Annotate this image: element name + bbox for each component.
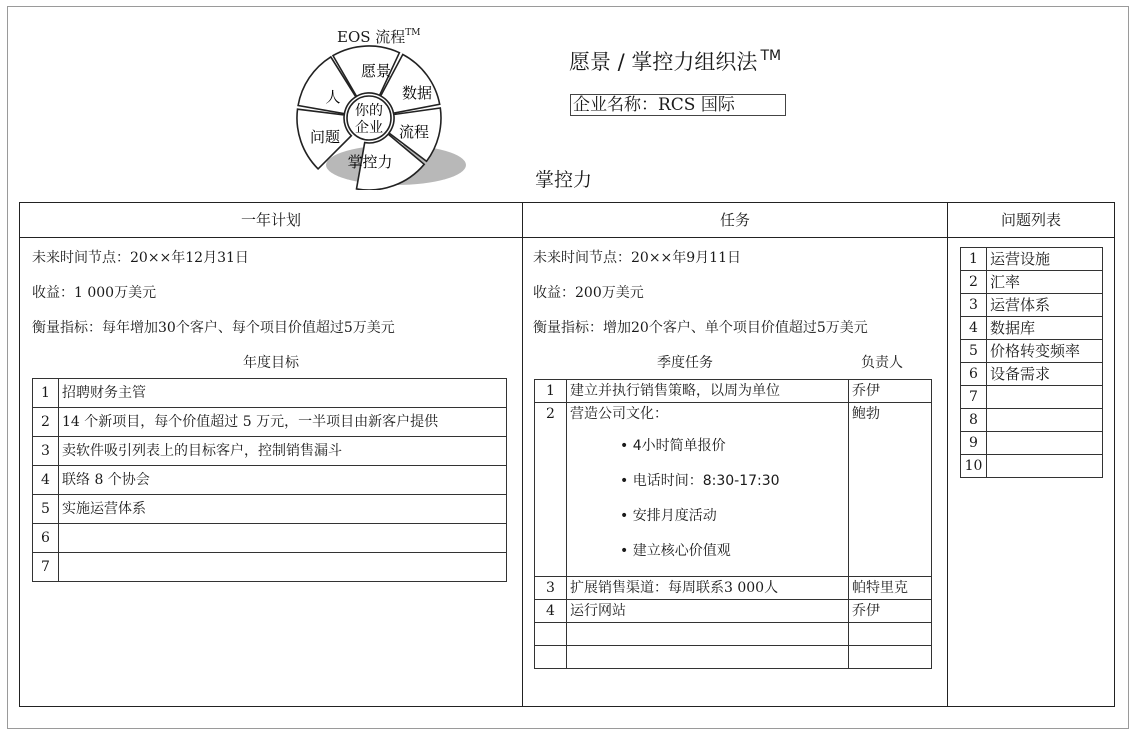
issue-number: 3 — [961, 294, 987, 317]
goal-number: 1 — [33, 379, 59, 408]
tasks-heading: 季度任务 — [657, 355, 713, 371]
issue-number: 6 — [961, 363, 987, 386]
issues-heading: 问题列表 — [1000, 211, 1061, 229]
task-bullet-list — [620, 429, 845, 569]
issue-row — [961, 455, 1103, 478]
issue-text: 设备需求 — [987, 363, 1103, 386]
one-year-plan-heading: 一年计划 — [240, 211, 301, 229]
issue-text — [987, 386, 1103, 409]
goal-row — [33, 437, 507, 466]
page-title — [569, 46, 781, 76]
logo-center-line1: 你的 — [355, 103, 383, 119]
task-owner: 帕特里克 — [849, 577, 932, 600]
task-bullet-item: • 安排月度活动 — [620, 499, 845, 534]
goal-row — [33, 408, 507, 437]
issue-number: 8 — [961, 409, 987, 432]
goal-number: 5 — [33, 495, 59, 524]
goal-row — [33, 379, 507, 408]
task-owner — [849, 623, 932, 646]
issue-number: 10 — [961, 455, 987, 478]
task-row — [535, 577, 932, 600]
issue-row — [961, 409, 1103, 432]
issue-number: 1 — [961, 248, 987, 271]
issue-row — [961, 386, 1103, 409]
rocks-heading: 任务 — [719, 211, 750, 229]
logo-segment-issues: 问题 — [309, 128, 341, 146]
issue-text: 运营设施 — [987, 248, 1103, 271]
goal-number: 2 — [33, 408, 59, 437]
task-text — [567, 623, 849, 646]
issue-number: 9 — [961, 432, 987, 455]
logo-segment-traction: 掌控力 — [347, 153, 393, 171]
issue-text: 汇率 — [987, 271, 1103, 294]
rocks-revenue: 收益：200万美元 — [533, 285, 644, 301]
issue-row — [961, 340, 1103, 363]
task-row — [535, 600, 932, 623]
issue-row — [961, 363, 1103, 386]
logo-segment-data: 数据 — [401, 84, 433, 102]
logo-segment-people: 人 — [325, 88, 341, 106]
one-year-measurables: 衡量指标：每年增加30个客户、每个项目价值超过5万美元 — [32, 320, 395, 336]
issue-text: 价格转变频率 — [987, 340, 1103, 363]
issue-row — [961, 317, 1103, 340]
issue-text — [987, 432, 1103, 455]
page-title-tm: TM — [760, 48, 782, 64]
goals-heading: 年度目标 — [243, 355, 299, 371]
rocks-measurables: 衡量指标：增加20个客户、单个项目价值超过5万美元 — [533, 320, 868, 336]
task-number — [535, 646, 567, 669]
task-bullet-item: • 建立核心价值观 — [620, 534, 845, 569]
owner-heading: 负责人 — [861, 355, 903, 371]
goal-text: 14 个新项目，每个价值超过 5 万元，一半项目由新客户提供 — [59, 408, 507, 437]
one-year-future-date: 未来时间节点：20××年12月31日 — [32, 250, 249, 266]
task-text: 营造公司文化： • 4小时简单报价 • 电话时间：8:30-17:30 • 安排月度活动 • 建立核心价值观 — [567, 403, 849, 577]
task-owner: 乔伊 — [849, 600, 932, 623]
logo-center-line2: 企业 — [355, 120, 383, 136]
logo-segment-process: 流程 — [398, 123, 430, 141]
task-row — [535, 646, 932, 669]
task-number: 1 — [535, 380, 567, 403]
column-divider-1 — [522, 203, 523, 706]
eos-logo-title-text: EOS 流程 — [337, 28, 406, 46]
company-name-box: 企业名称：RCS 国际 — [570, 94, 786, 116]
task-row — [535, 380, 932, 403]
column-divider-2 — [947, 203, 948, 706]
goal-text — [59, 524, 507, 553]
task-bullet-item: • 电话时间：8:30-17:30 — [620, 464, 845, 499]
issue-number: 7 — [961, 386, 987, 409]
issue-row — [961, 432, 1103, 455]
issue-text — [987, 455, 1103, 478]
goal-row — [33, 466, 507, 495]
goal-number: 3 — [33, 437, 59, 466]
issue-number: 2 — [961, 271, 987, 294]
task-bullet-item: • 4小时简单报价 — [620, 429, 845, 464]
one-year-revenue: 收益：1 000万美元 — [32, 285, 157, 301]
issue-number: 4 — [961, 317, 987, 340]
eos-process-wheel — [296, 20, 472, 190]
goal-row — [33, 524, 507, 553]
issue-number: 5 — [961, 340, 987, 363]
goal-number: 7 — [33, 553, 59, 582]
task-number: 4 — [535, 600, 567, 623]
header-divider — [20, 237, 1114, 238]
task-row — [535, 403, 932, 577]
goal-number: 6 — [33, 524, 59, 553]
logo-segment-vision: 愿景 — [360, 62, 392, 80]
task-text: 建立并执行销售策略，以周为单位 — [567, 380, 849, 403]
issues-table — [960, 247, 1103, 478]
issue-text — [987, 409, 1103, 432]
goal-text: 联络 8 个协会 — [59, 466, 507, 495]
eos-logo-tm: TM — [405, 28, 421, 38]
traction-frame — [19, 202, 1115, 707]
issue-row — [961, 294, 1103, 317]
page-title-text: 愿景 / 掌控力组织法 — [569, 50, 758, 74]
goal-text: 实施运营体系 — [59, 495, 507, 524]
goal-number: 4 — [33, 466, 59, 495]
goal-row — [33, 495, 507, 524]
task-text: 运行网站 — [567, 600, 849, 623]
task-row — [535, 623, 932, 646]
task-number: 3 — [535, 577, 567, 600]
task-number — [535, 623, 567, 646]
task-owner — [849, 646, 932, 669]
goal-text — [59, 553, 507, 582]
issue-text: 运营体系 — [987, 294, 1103, 317]
tasks-table — [534, 379, 932, 669]
task-owner: 鲍勃 — [849, 403, 932, 577]
task-text — [567, 646, 849, 669]
goals-table — [32, 378, 507, 582]
issue-text: 数据库 — [987, 317, 1103, 340]
goal-row — [33, 553, 507, 582]
rocks-future-date: 未来时间节点：20××年9月11日 — [533, 250, 741, 266]
task-owner: 乔伊 — [849, 380, 932, 403]
task-number: 2 — [535, 403, 567, 577]
issue-row — [961, 271, 1103, 294]
issue-row — [961, 248, 1103, 271]
goal-text: 卖软件吸引列表上的目标客户，控制销售漏斗 — [59, 437, 507, 466]
section-title: 掌控力 — [535, 169, 593, 191]
task-text: 扩展销售渠道：每周联系3 000人 — [567, 577, 849, 600]
goal-text: 招聘财务主管 — [59, 379, 507, 408]
